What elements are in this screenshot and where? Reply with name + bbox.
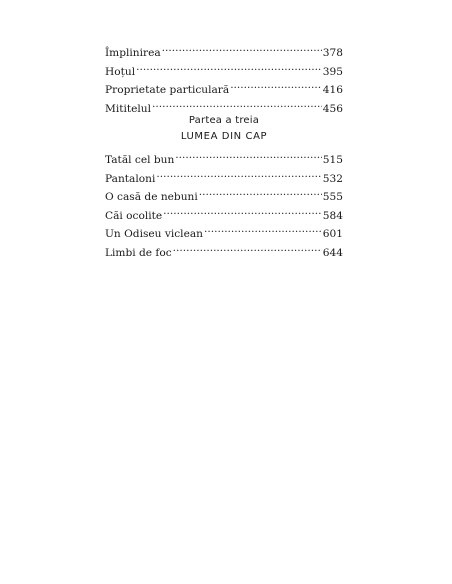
toc-entry bbox=[105, 167, 343, 185]
part-title: LUMEA DIN CAP bbox=[180, 131, 268, 142]
toc-entry-title: Căi ocolite bbox=[105, 209, 163, 222]
toc-entry-title: Împlinirea bbox=[105, 47, 161, 59]
toc-leader-dots bbox=[152, 97, 322, 112]
toc-entry-title: O casă de nebuni bbox=[105, 191, 198, 204]
toc-entry-page: 515 bbox=[322, 154, 343, 166]
toc-entry bbox=[105, 41, 343, 59]
toc-entry bbox=[105, 78, 343, 97]
table-of-contents-part-two bbox=[105, 41, 343, 115]
toc-entry bbox=[105, 148, 343, 166]
table-of-contents-part-three bbox=[105, 148, 343, 260]
toc-entry bbox=[105, 60, 343, 78]
toc-entry-page: 555 bbox=[322, 191, 343, 204]
toc-leader-dots bbox=[175, 148, 321, 163]
toc-leader-dots bbox=[156, 167, 321, 182]
toc-entry-title: Un Odiseu viclean bbox=[105, 228, 203, 241]
toc-entry-title: Hoțul bbox=[105, 65, 136, 78]
toc-leader-dots bbox=[173, 241, 322, 256]
toc-leader-dots bbox=[162, 41, 322, 56]
toc-leader-dots bbox=[136, 60, 322, 75]
toc-entry bbox=[105, 222, 343, 241]
toc-leader-dots bbox=[163, 204, 322, 219]
toc-entry bbox=[105, 241, 343, 259]
toc-entry-title: Tatăl cel bun bbox=[105, 154, 175, 166]
toc-entry-page: 456 bbox=[322, 102, 343, 115]
toc-entry-title: Mititelul bbox=[105, 102, 152, 115]
toc-leader-dots bbox=[230, 78, 322, 93]
toc-entry-page: 584 bbox=[322, 209, 343, 222]
toc-entry-page: 378 bbox=[322, 47, 343, 59]
toc-leader-dots bbox=[199, 185, 322, 200]
toc-entry-title: Proprietate particulară bbox=[105, 84, 230, 97]
toc-entry-page: 532 bbox=[322, 172, 343, 185]
toc-entry bbox=[105, 204, 343, 222]
toc-entry-page: 601 bbox=[322, 228, 343, 241]
toc-entry bbox=[105, 97, 343, 115]
toc-entry-page: 395 bbox=[322, 65, 343, 78]
toc-entry-page: 644 bbox=[322, 246, 343, 259]
part-label: Partea a treia bbox=[188, 115, 260, 126]
toc-entry-page: 416 bbox=[322, 84, 343, 97]
toc-leader-dots bbox=[204, 222, 322, 237]
toc-entry-title: Limbi de foc bbox=[105, 246, 172, 259]
toc-entry bbox=[105, 185, 343, 204]
toc-entry-title: Pantaloni bbox=[105, 172, 156, 185]
